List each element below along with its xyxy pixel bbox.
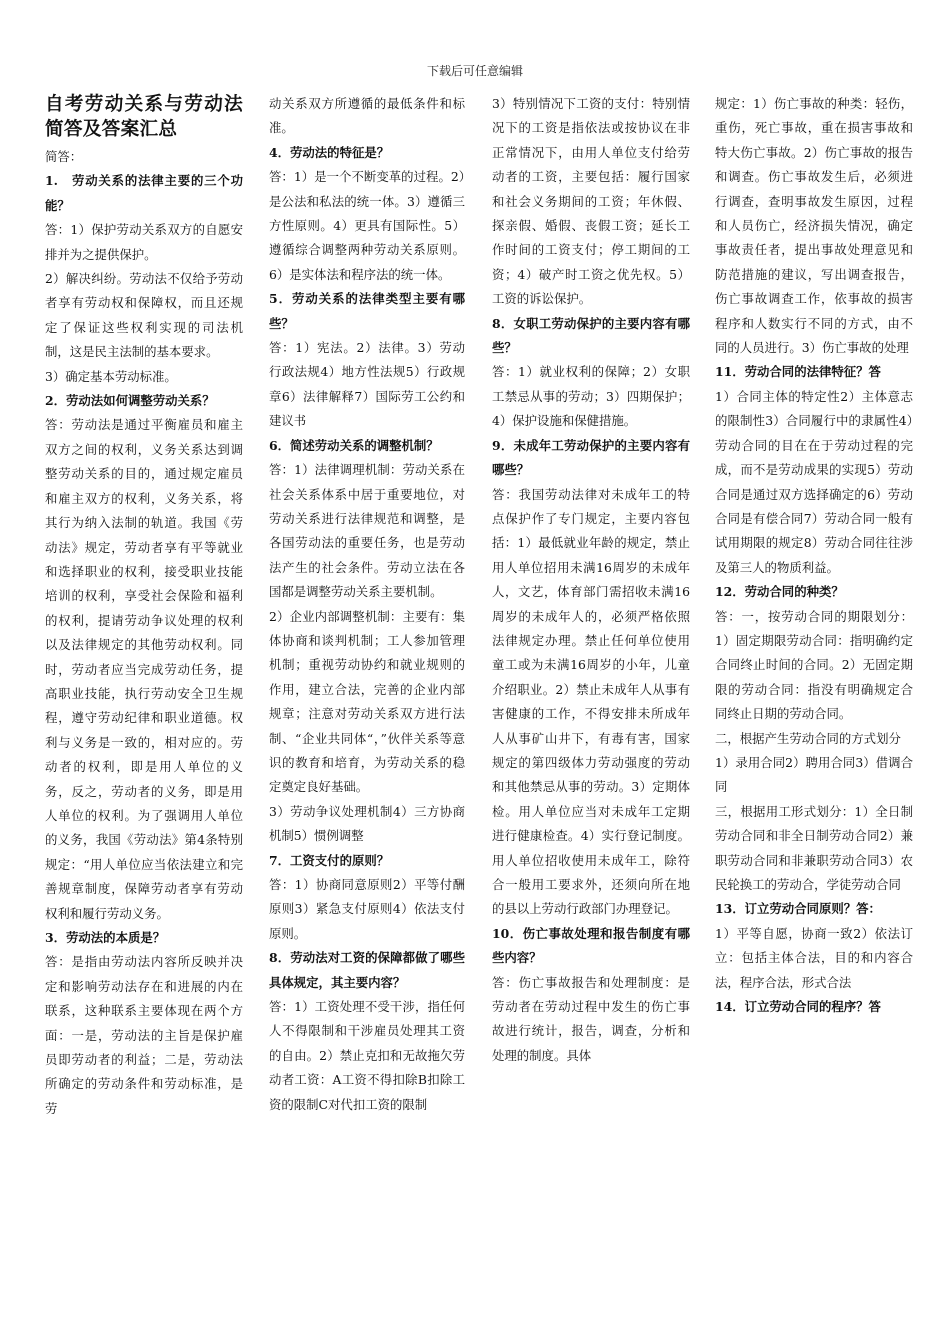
question-heading: 8．女职工劳动保护的主要内容有哪些？ [492, 315, 690, 356]
question-heading: 1. 劳动关系的法律主要的三个功能？ [45, 173, 243, 213]
question-heading: 4．劳动法的特征是？ [269, 144, 390, 160]
answer-paragraph: 3）特别情况下工资的支付：特别情况下的工资是指依法或按协议在非正常情况下，由用人单位支付给劳动者的工资，主要包括：履行国家和社会义务期间的工资；年休假、探亲假、婚假、丧假工资；延长工作时间的工资支付；停工期间的工资；4）破产时工资之优先权。5）工资的诉讼保护。 [492, 96, 690, 307]
question-heading: 7．工资支付的原则？ [269, 852, 390, 868]
answer-paragraph: 答：1）就业权利的保障；2）女职工禁忌从事的劳动；3）四期保护；4）保护设施和保健措施。 [492, 364, 690, 429]
answer-paragraph: 2）解决纠纷。劳动法不仅给予劳动者享有劳动权和保障权，而且还规定了保证这些权利实现的司法机制，这是民主法制的基本要求。 [45, 271, 243, 360]
question-heading: 8．劳动法对工资的保障都做了哪些具体规定，其主要内容？ [269, 950, 465, 990]
answer-paragraph: 三，根据用工形式划分：1）全日制劳动合同和非全日制劳动合同2）兼职劳动合同和非兼职劳动合同3）农民轮换工的劳动合，学徒劳动合同 [715, 803, 913, 892]
question-heading: 3．劳动法的本质是？ [45, 930, 166, 945]
text-column-1 [45, 92, 243, 1121]
answer-paragraph: 规定：1）伤亡事故的种类：轻伤，重伤，死亡事故，重在损害事故和特大伤亡事故。2）伤亡事故的报告和调查。伤亡事故发生后，必须进行调查，查明事故发生原因，过程和人员伤亡，经济损失情况，确定事故责任者，提出事故处理意见和防范措施的建议，写出调查报告，伤亡事故调查工作，依事故的损害程序和人数实行不同的方式，由不同的人员进行。3）伤亡事故的处理 [715, 96, 913, 356]
question-heading: 13．订立劳动合同原则？答： [715, 901, 881, 917]
answer-paragraph: 答：1）是一个不断变革的过程。2）是公法和私法的统一体。3）遵循三方性原则。4）更具有国际性。5）遵循综合调整两种劳动关系原则。6）是实体法和程序法的统一体。 [269, 169, 465, 282]
question-heading: 2．劳动法如何调整劳动关系？ [45, 393, 215, 409]
answer-paragraph: 动关系双方所遵循的最低条件和标准。 [269, 96, 465, 136]
question-heading: 11．劳动合同的法律特征？答 [715, 364, 881, 380]
text-column-3 [492, 92, 690, 1068]
answer-paragraph: 1）合同主体的特定性2）主体意志的限制性3）合同履行中的隶属性4）劳动合同的目在在于劳动过程的完成，而不是劳动成果的实现5）劳动合同是通过双方选择确定的6）劳动合同是有偿合同7）劳动合同一般有试用期限的规定8）劳动合同往往涉及第三人的物质利益。 [715, 388, 913, 575]
answer-paragraph: 2）企业内部调整机制：主要有：集体协商和谈判机制；工人参加管理机制；重视劳动协约和就业规则的作用，建立合法，完善的企业内部规章；注意对劳动关系双方进行法制、“企业共同体“，”伙伴关系等意识的教育和培育，为劳动关系的稳定奠定良好基础。 [269, 608, 465, 795]
answer-paragraph: 3）确定基本劳动标准。 [45, 368, 177, 384]
answer-paragraph: 1）平等自愿，协商一致2）依法订立：包括主体合法，目的和内容合法，程序合法，形式合法 [715, 925, 913, 990]
answer-paragraph: 答：伤亡事故报告和处理制度：是劳动者在劳动过程中发生的伤亡事故进行统计，报告，调查，分析和处理的制度。具体 [492, 974, 690, 1063]
answer-paragraph: 答：一，按劳动合同的期限划分：1）固定期限劳动合同：指明确约定合同终止时间的合同。2）无固定期限的劳动合同：指没有明确规定合同终止日期的劳动合同。 [715, 608, 913, 722]
answer-paragraph: 答：我国劳动法律对未成年工的特点保护作了专门规定，主要内容包括：1）最低就业年龄的规定，禁止用人单位招用未满16周岁的未成年人，文艺，体育部门需招收未满16周岁的未成年人的，必须严格依照法律规定办理。禁止任何单位使用童工或为未满16周岁的小年，儿童介绍职业。2）禁止未成年人从事有害健康的工作，不得安排未所成年人从事矿山井下，有毒有害，国家规定的第四级体力劳动强度的劳动和其他禁忌从事的劳动。3）定期体检。用人单位应当对未成年工定期进行健康检查。4）实行登记制度。用人单位招收使用未成年工，除符合一般用工要求外，还须向所在地的县以上劳动行政部门办理登记。 [492, 486, 690, 917]
document-title: 自考劳动关系与劳动法 简答及答案汇总 [45, 94, 243, 140]
question-heading: 14．订立劳动合同的程序？答 [715, 999, 881, 1015]
question-heading: 5．劳动关系的法律类型主要有哪些？ [269, 291, 465, 331]
question-heading: 10．伤亡事故处理和报告制度有哪些内容？ [492, 925, 690, 966]
answer-paragraph: 3）劳动争议处理机制4）三方协商机制5）惯例调整 [269, 803, 465, 844]
question-heading: 6．简述劳动关系的调整机制？ [269, 437, 439, 453]
answer-paragraph: 1）录用合同2）聘用合同3）借调合同 [715, 754, 913, 795]
answer-paragraph: 答：1）保护劳动关系双方的自愿安排并为之提供保护。 [45, 222, 243, 262]
page-header: 下载后可任意编辑 [426, 64, 523, 78]
answer-paragraph: 答：1）宪法。2）法律。3）劳动行政法规4）地方性法规5）行政规章6）法律解释7）国际劳工公约和建议书 [269, 340, 465, 429]
answer-paragraph: 答：1）协商同意原则2）平等付酬原则3）紧急支付原则4）依法支付原则。 [269, 877, 465, 941]
answer-paragraph: 二，根据产生劳动合同的方式划分 [715, 730, 901, 746]
answer-paragraph: 答：1）工资处理不受干涉，指任何人不得限制和干涉雇员处理其工资的自由。2）禁止克扣和无故拖欠劳动者工资：A工资不得扣除B扣除工资的限制C对代扣工资的限制 [269, 999, 465, 1112]
answer-paragraph: 答：1）法律调理机制：劳动关系在社会关系体系中居于重要地位，对劳动关系进行法律规范和调整，是各国劳动法的重要任务，也是劳动法产生的社会条件。劳动立法在各国都是调整劳动关系主要机制。 [269, 462, 465, 600]
text-column-2 [269, 92, 465, 1117]
question-heading: 9．未成年工劳动保护的主要内容有哪些？ [492, 437, 690, 478]
answer-paragraph: 答：劳动法是通过平衡雇员和雇主双方之间的权利，义务关系达到调整劳动关系的目的，通过规定雇员和雇主双方的权利，义务关系，将其行为纳入法制的轨道。我国《劳动法》规定，劳动者享有平等就业和选择职业的权利，接受职业技能培训的权利，享受社会保险和福利的权利，提请劳动争议处理的权利以及法律规定的其他劳动权利。同时，劳动者应当完成劳动任务，提高职业技能，执行劳动安全卫生规程，遵守劳动纪律和职业道德。权利与义务是一致的，相对应的。劳动者的权利，即是用人单位的义务，反之，劳动者的义务，即是用人单位的权利。为了强调用人单位的义务，我国《劳动法》第4条特别规定：“用人单位应当依法建立和完善规章制度，保障劳动者享有劳动权利和履行劳动义务。 [45, 417, 243, 921]
answer-paragraph: 答：是指由劳动法内容所反映并决定和影响劳动法存在和进展的内在联系，这种联系主要体现在两个方面：一是，劳动法的主旨是保护雇员即劳动者的利益；二是，劳动法所确定的劳动条件和劳动标准，是劳 [45, 954, 243, 1116]
question-heading: 12．劳动合同的种类？ [715, 584, 844, 600]
answer-paragraph: 简答： [45, 149, 83, 164]
text-column-4 [715, 92, 913, 1019]
